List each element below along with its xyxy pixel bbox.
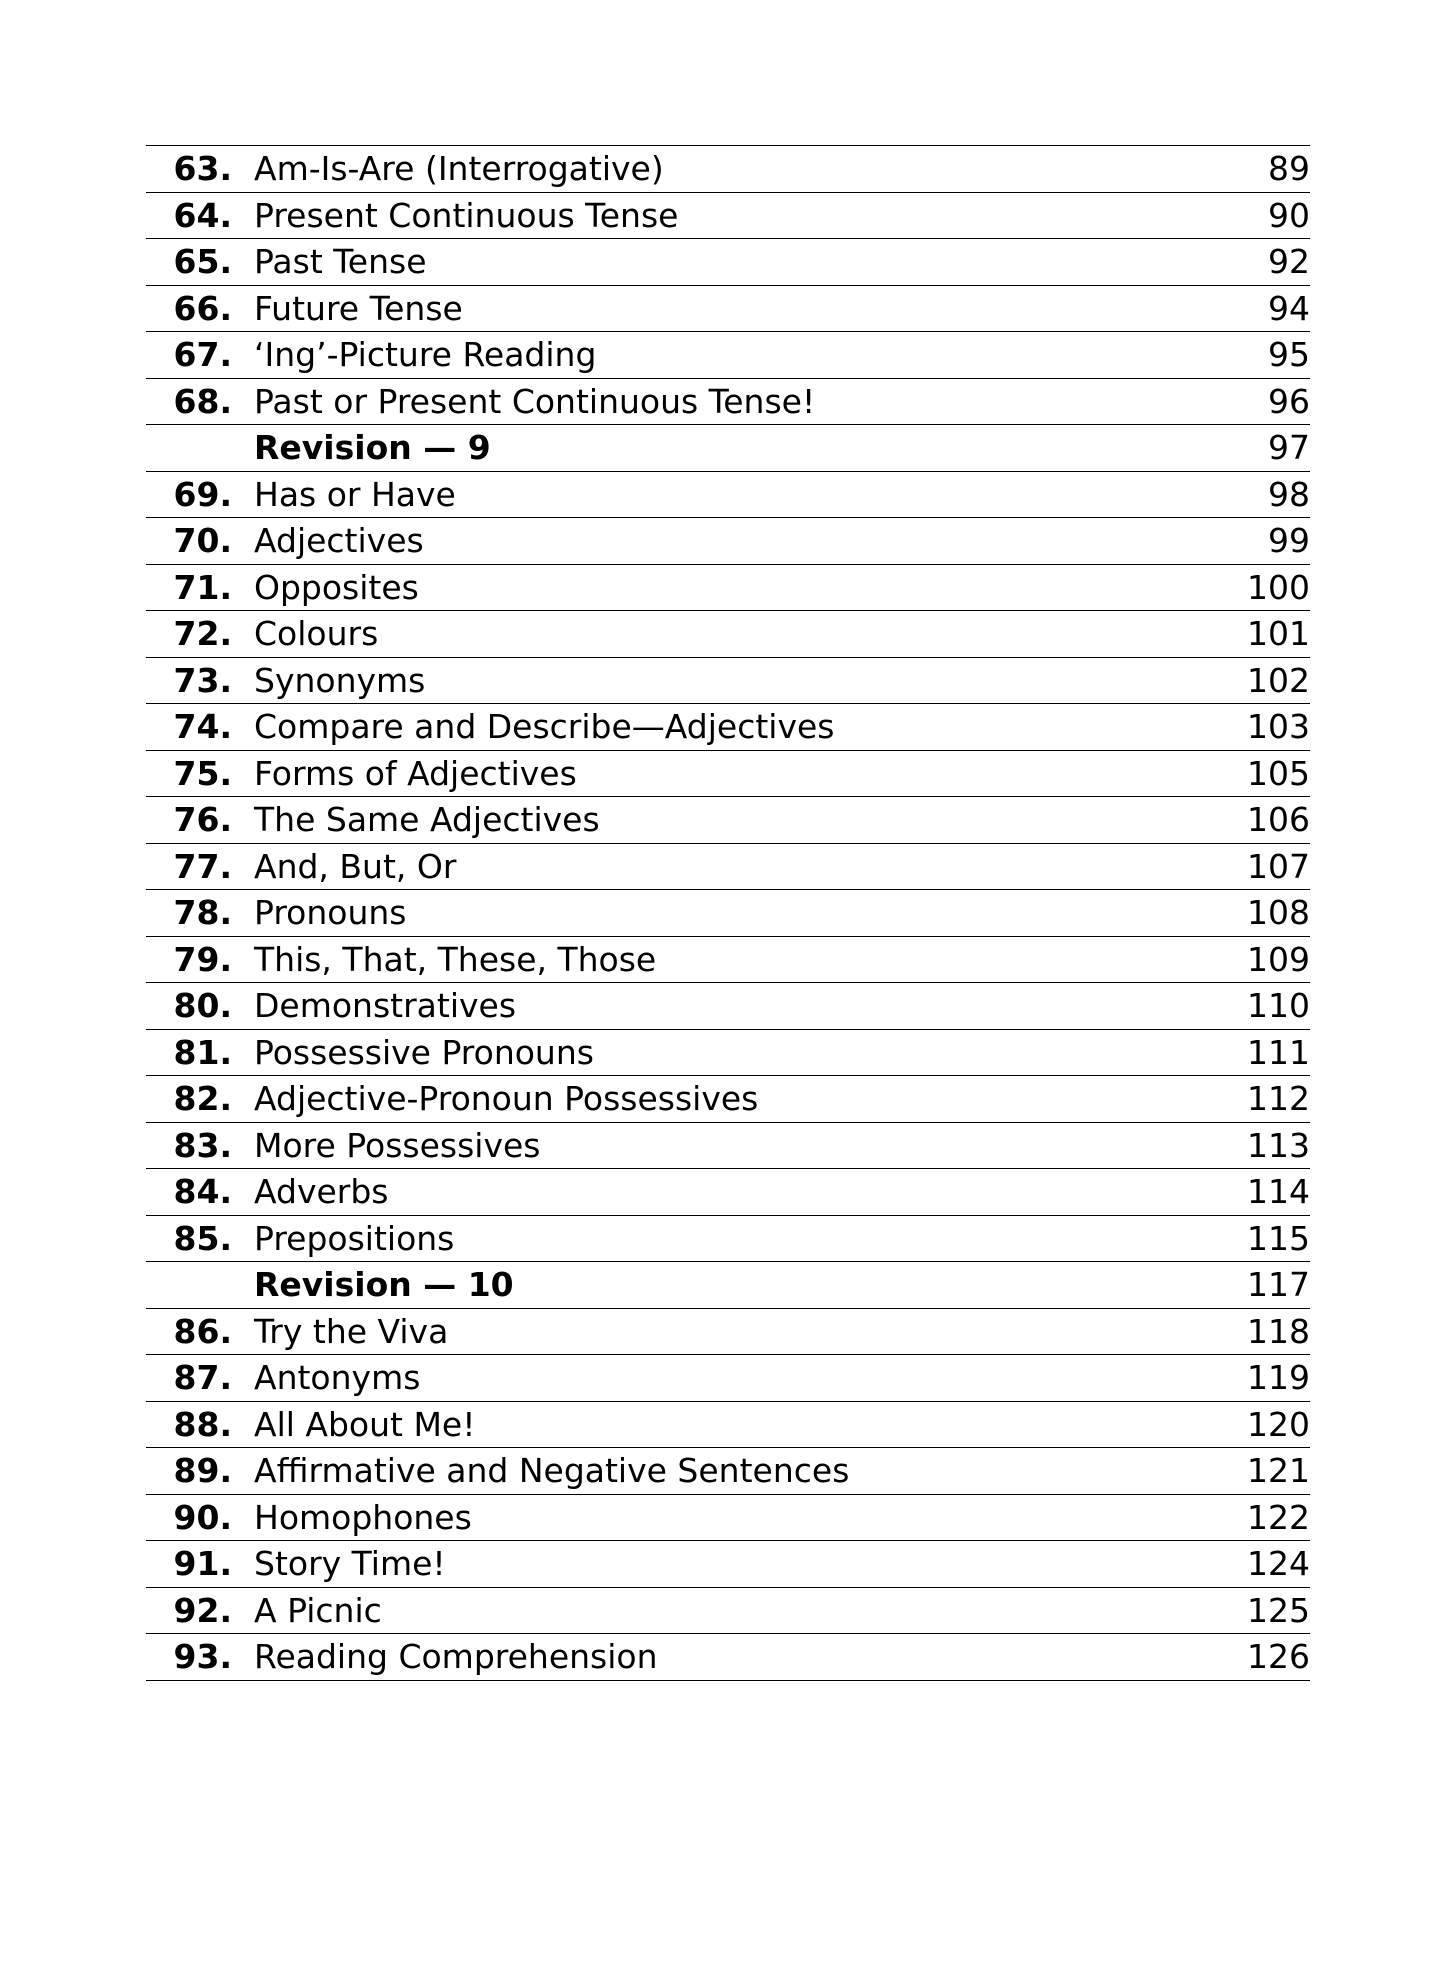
toc-entry-page: 122 (1247, 1497, 1310, 1537)
toc-entry-title: Opposites (254, 567, 419, 607)
toc-row (146, 379, 1310, 426)
toc-entry-page: 111 (1247, 1032, 1310, 1072)
toc-entry-title: Past Tense (254, 242, 427, 282)
toc-entry-page: 99 (1268, 521, 1310, 561)
toc-entry-page: 96 (1268, 381, 1310, 421)
toc-entry-page: 108 (1247, 893, 1310, 933)
toc-entry-number: 67. (173, 335, 232, 375)
toc-entry-page: 112 (1247, 1079, 1310, 1119)
toc-entry-title: All About Me! (254, 1404, 476, 1444)
toc-entry-page: 124 (1247, 1544, 1310, 1584)
toc-entry-page: 119 (1247, 1358, 1310, 1398)
toc-entry-number: 79. (173, 939, 232, 979)
toc-entry-page: 100 (1247, 567, 1310, 607)
toc-entry-number: 76. (173, 800, 232, 840)
toc-entry-title: Antonyms (254, 1358, 421, 1398)
toc-row (146, 565, 1310, 612)
toc-entry-page: 114 (1247, 1172, 1310, 1212)
toc-entry-number: 71. (173, 567, 232, 607)
toc-entry-number: 93. (173, 1637, 232, 1677)
toc-entry-title: ‘Ing’-Picture Reading (254, 335, 597, 375)
toc-entry-title: Try the Viva (254, 1311, 449, 1351)
toc-entry-page: 102 (1247, 660, 1310, 700)
toc-row (146, 1309, 1310, 1356)
toc-entry-number: 65. (173, 242, 232, 282)
toc-entry-title: Reading Comprehension (254, 1637, 658, 1677)
toc-entry-number: 63. (173, 149, 232, 189)
toc-entry-title: Present Continuous Tense (254, 195, 679, 235)
toc-row (146, 1076, 1310, 1123)
toc-entry-page: 117 (1247, 1265, 1310, 1305)
toc-row (146, 611, 1310, 658)
toc-entry-title: Affirmative and Negative Sentences (254, 1451, 850, 1491)
toc-entry-number: 73. (173, 660, 232, 700)
toc-entry-page: 95 (1268, 335, 1310, 375)
toc-entry-page: 113 (1247, 1125, 1310, 1165)
toc-entry-page: 98 (1268, 474, 1310, 514)
toc-entry-page: 126 (1247, 1637, 1310, 1677)
toc-row (146, 518, 1310, 565)
toc-entry-title: Homophones (254, 1497, 472, 1537)
toc-row (146, 1634, 1310, 1681)
toc-entry-title: More Possessives (254, 1125, 541, 1165)
toc-entry-number: 68. (173, 381, 232, 421)
toc-row (146, 983, 1310, 1030)
toc-entry-page: 109 (1247, 939, 1310, 979)
toc-row (146, 472, 1310, 519)
toc-entry-number: 66. (173, 288, 232, 328)
toc-entry-page: 101 (1247, 614, 1310, 654)
toc-row (146, 704, 1310, 751)
toc-entry-number: 83. (173, 1125, 232, 1165)
toc-entry-number: 84. (173, 1172, 232, 1212)
toc-row (146, 844, 1310, 891)
toc-entry-number: 86. (173, 1311, 232, 1351)
toc-entry-number: 90. (173, 1497, 232, 1537)
toc-entry-page: 110 (1247, 986, 1310, 1026)
toc-entry-title: Revision — 9 (254, 428, 491, 468)
toc-entry-number: 80. (173, 986, 232, 1026)
toc-entry-title: Story Time! (254, 1544, 446, 1584)
toc-entry-number: 74. (173, 707, 232, 747)
toc-entry-number: 85. (173, 1218, 232, 1258)
toc-entry-title: Prepositions (254, 1218, 455, 1258)
toc-row (146, 1541, 1310, 1588)
toc-entry-page: 89 (1268, 149, 1310, 189)
toc-entry-number: 91. (173, 1544, 232, 1584)
toc-entry-title: Am-Is-Are (Interrogative) (254, 149, 664, 189)
toc-row (146, 1030, 1310, 1077)
toc-entry-page: 92 (1268, 242, 1310, 282)
toc-entry-number: 82. (173, 1079, 232, 1119)
toc-entry-number: 72. (173, 614, 232, 654)
toc-entry-page: 118 (1247, 1311, 1310, 1351)
toc-revision-row (146, 425, 1310, 472)
toc-row (146, 1123, 1310, 1170)
toc-row (146, 332, 1310, 379)
toc-entry-page: 103 (1247, 707, 1310, 747)
toc-entry-page: 125 (1247, 1590, 1310, 1630)
toc-entry-number: 87. (173, 1358, 232, 1398)
toc-entry-title: Adjective-Pronoun Possessives (254, 1079, 759, 1119)
toc-entry-page: 90 (1268, 195, 1310, 235)
toc-entry-number: 75. (173, 753, 232, 793)
toc-entry-title: This, That, These, Those (254, 939, 657, 979)
toc-entry-page: 120 (1247, 1404, 1310, 1444)
toc-entry-number: 78. (173, 893, 232, 933)
toc-entry-title: Adjectives (254, 521, 424, 561)
toc-row (146, 751, 1310, 798)
toc-entry-page: 105 (1247, 753, 1310, 793)
toc-entry-page: 97 (1268, 428, 1310, 468)
toc-entry-title: And, But, Or (254, 846, 457, 886)
toc-entry-number: 64. (173, 195, 232, 235)
toc-entry-number: 92. (173, 1590, 232, 1630)
toc-entry-title: Future Tense (254, 288, 463, 328)
toc-entry-title: Revision — 10 (254, 1265, 514, 1305)
toc-row (146, 658, 1310, 705)
toc-entry-page: 121 (1247, 1451, 1310, 1491)
toc-entry-number: 81. (173, 1032, 232, 1072)
toc-row (146, 239, 1310, 286)
toc-row (146, 797, 1310, 844)
toc-entry-title: Adverbs (254, 1172, 389, 1212)
toc-entry-title: Compare and Describe—Adjectives (254, 707, 835, 747)
toc-entry-title: Forms of Adjectives (254, 753, 577, 793)
toc-entry-title: Has or Have (254, 474, 456, 514)
toc-row (146, 1448, 1310, 1495)
toc-entry-page: 107 (1247, 846, 1310, 886)
toc-row (146, 1355, 1310, 1402)
toc-entry-title: The Same Adjectives (254, 800, 600, 840)
toc-entry-number: 89. (173, 1451, 232, 1491)
table-of-contents (146, 145, 1310, 1681)
toc-entry-title: Possessive Pronouns (254, 1032, 594, 1072)
toc-entry-page: 94 (1268, 288, 1310, 328)
toc-row (146, 1402, 1310, 1449)
toc-row (146, 286, 1310, 333)
toc-entry-number: 77. (173, 846, 232, 886)
toc-entry-title: Synonyms (254, 660, 426, 700)
toc-entry-title: Demonstratives (254, 986, 517, 1026)
toc-row (146, 1169, 1310, 1216)
toc-row (146, 890, 1310, 937)
toc-row (146, 1588, 1310, 1635)
toc-row (146, 1216, 1310, 1263)
toc-entry-title: Past or Present Continuous Tense! (254, 381, 816, 421)
toc-revision-row (146, 1262, 1310, 1309)
toc-entry-number: 88. (173, 1404, 232, 1444)
toc-row (146, 146, 1310, 193)
toc-entry-title: Pronouns (254, 893, 407, 933)
toc-row (146, 1495, 1310, 1542)
toc-row (146, 937, 1310, 984)
toc-entry-number: 69. (173, 474, 232, 514)
toc-entry-page: 115 (1247, 1218, 1310, 1258)
toc-entry-title: A Picnic (254, 1590, 382, 1630)
toc-entry-page: 106 (1247, 800, 1310, 840)
toc-row (146, 193, 1310, 240)
toc-entry-title: Colours (254, 614, 379, 654)
toc-entry-number: 70. (173, 521, 232, 561)
